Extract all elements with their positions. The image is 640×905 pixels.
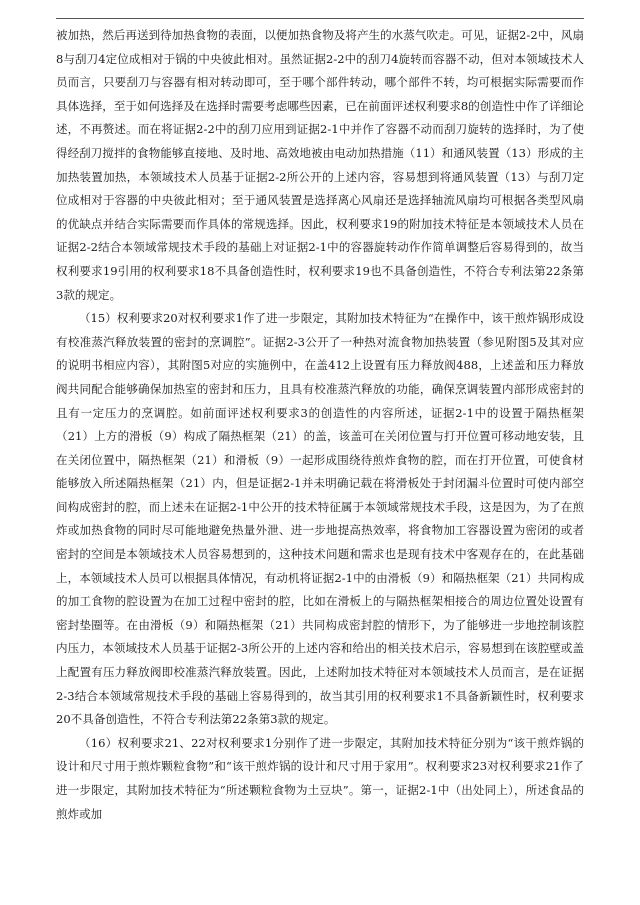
paragraph-claims-21-23: （16）权利要求21、22对权利要求1分别作了进一步限定，其附加技术特征分别为“该干煎炸锅的设计和尺寸用于煎炸颗粒食物”和“该干煎炸锅的设计和尺寸用于家用”。权利要求23对权利要求21作了进一步限定，其附加技术特征为“所述颗粒食物为土豆块”。第一，证据2-1中（出处同上），所述食品的煎炸或加	[56, 735, 584, 821]
header-rule	[56, 18, 584, 19]
paragraph-continuation: 被加热，然后再送到待加热食物的表面，以便加热食物及将产生的水蒸气吹走。可见，证据2-2中，风扇8与刮刀4定位成相对于锅的中央彼此相对。虽然证据2-2中的刮刀4旋转而容器不动，但对本领域技术人员而言，只要刮刀与容器有相对转动即可，至于哪个部件转动，哪个部件不转，均可根据实际需要而作具体选择，至于如何选择及在选择时需要考虑哪些因素，已在前面评述权利要求8的创造性中作了详细论述，不再赘述。而在将证据2-2中的刮刀应用到证据2-1中并作了容器不动而刮刀旋转的选择时，为了使得经刮刀搅拌的食物能够直接地、及时地、高效地被由电动加热措施（11）和通风装置（13）形成的主加热装置加热，本领域技术人员基于证据2-2所公开的上述内容，容易想到将通风装置（13）与刮刀定位成相对于容器的中央彼此相对；至于通风装置是选择离心风扇还是选择轴流风扇均可根据各类型风扇的优缺点并结合实际需要而作具体的常规选择。因此，权利要求19的附加技术特征是本领域技术人员在证据2-2结合本领域常规技术手段的基础上对证据2-1中的容器旋转动作作简单调整后容易得到的，故当权利要求19引用的权利要求18不具备创造性时，权利要求19也不具备创造性，不符合专利法第22条第3款的规定。	[56, 28, 584, 302]
paragraph-claim-20: （15）权利要求20对权利要求1作了进一步限定，其附加技术特征为“在操作中，该干煎炸锅形成设有校准蒸汽释放装置的密封的烹调腔”。证据2-3公开了一种热对流食物加热装置（参见附图5及其对应的说明书相应内容），其附图5对应的实施例中，在盖412上设置有压力释放阀488，上述盖和压力释放阀共同配合能够确保加热室的密封和压力，且具有校准蒸汽释放的功能，确保烹调装置内部形成密封的且有一定压力的烹调腔。如前面评述权利要求3的创造性的内容所述，证据2-1中的设置于隔热框架（21）上方的滑板（9）构成了隔热框架（21）的盖，该盖可在关闭位置与打开位置可移动地安装，且在关闭位置中，隔热框架（21）和滑板（9）一起形成围绕待煎炸食物的腔，而在打开位置，可使食材能够放入所述隔热框架（21）内，但是证据2-1并未明确记载在将滑板处于封闭漏斗位置时可使内部空间构成密封的腔，而上述未在证据2-1中公开的技术特征属于本领域常规技术手段，这是因为，为了在煎炸或加热食物的同时尽可能地避免热量外泄、进一步地提高热效率，将食物加工容器设置为密闭的或者密封的空间是本领域技术人员容易想到的，这种技术问题和需求也是现有技术中客观存在的，在此基础上，本领域技术人员可以根据具体情况，有动机将证据2-1中的由滑板（9）和隔热框架（21）共同构成的加工食物的腔设置为在加工过程中密封的腔，比如在滑板上的与隔热框架相接合的周边位置处设置有密封垫圈等。在由滑板（9）和隔热框架（21）共同构成密封腔的情形下，为了能够进一步地控制该腔内压力，本领域技术人员基于证据2-3所公开的上述内容和给出的相关技术启示，容易想到在该腔壁或盖上配置有压力释放阀即校准蒸汽释放装置。因此，上述附加技术特征对本领域技术人员而言，是在证据2-3结合本领域常规技术手段的基础上容易得到的，故当其引用的权利要求1不具备新颖性时，权利要求20不具备创造性，不符合专利法第22条第3款的规定。	[56, 311, 584, 727]
document-body	[56, 24, 584, 826]
